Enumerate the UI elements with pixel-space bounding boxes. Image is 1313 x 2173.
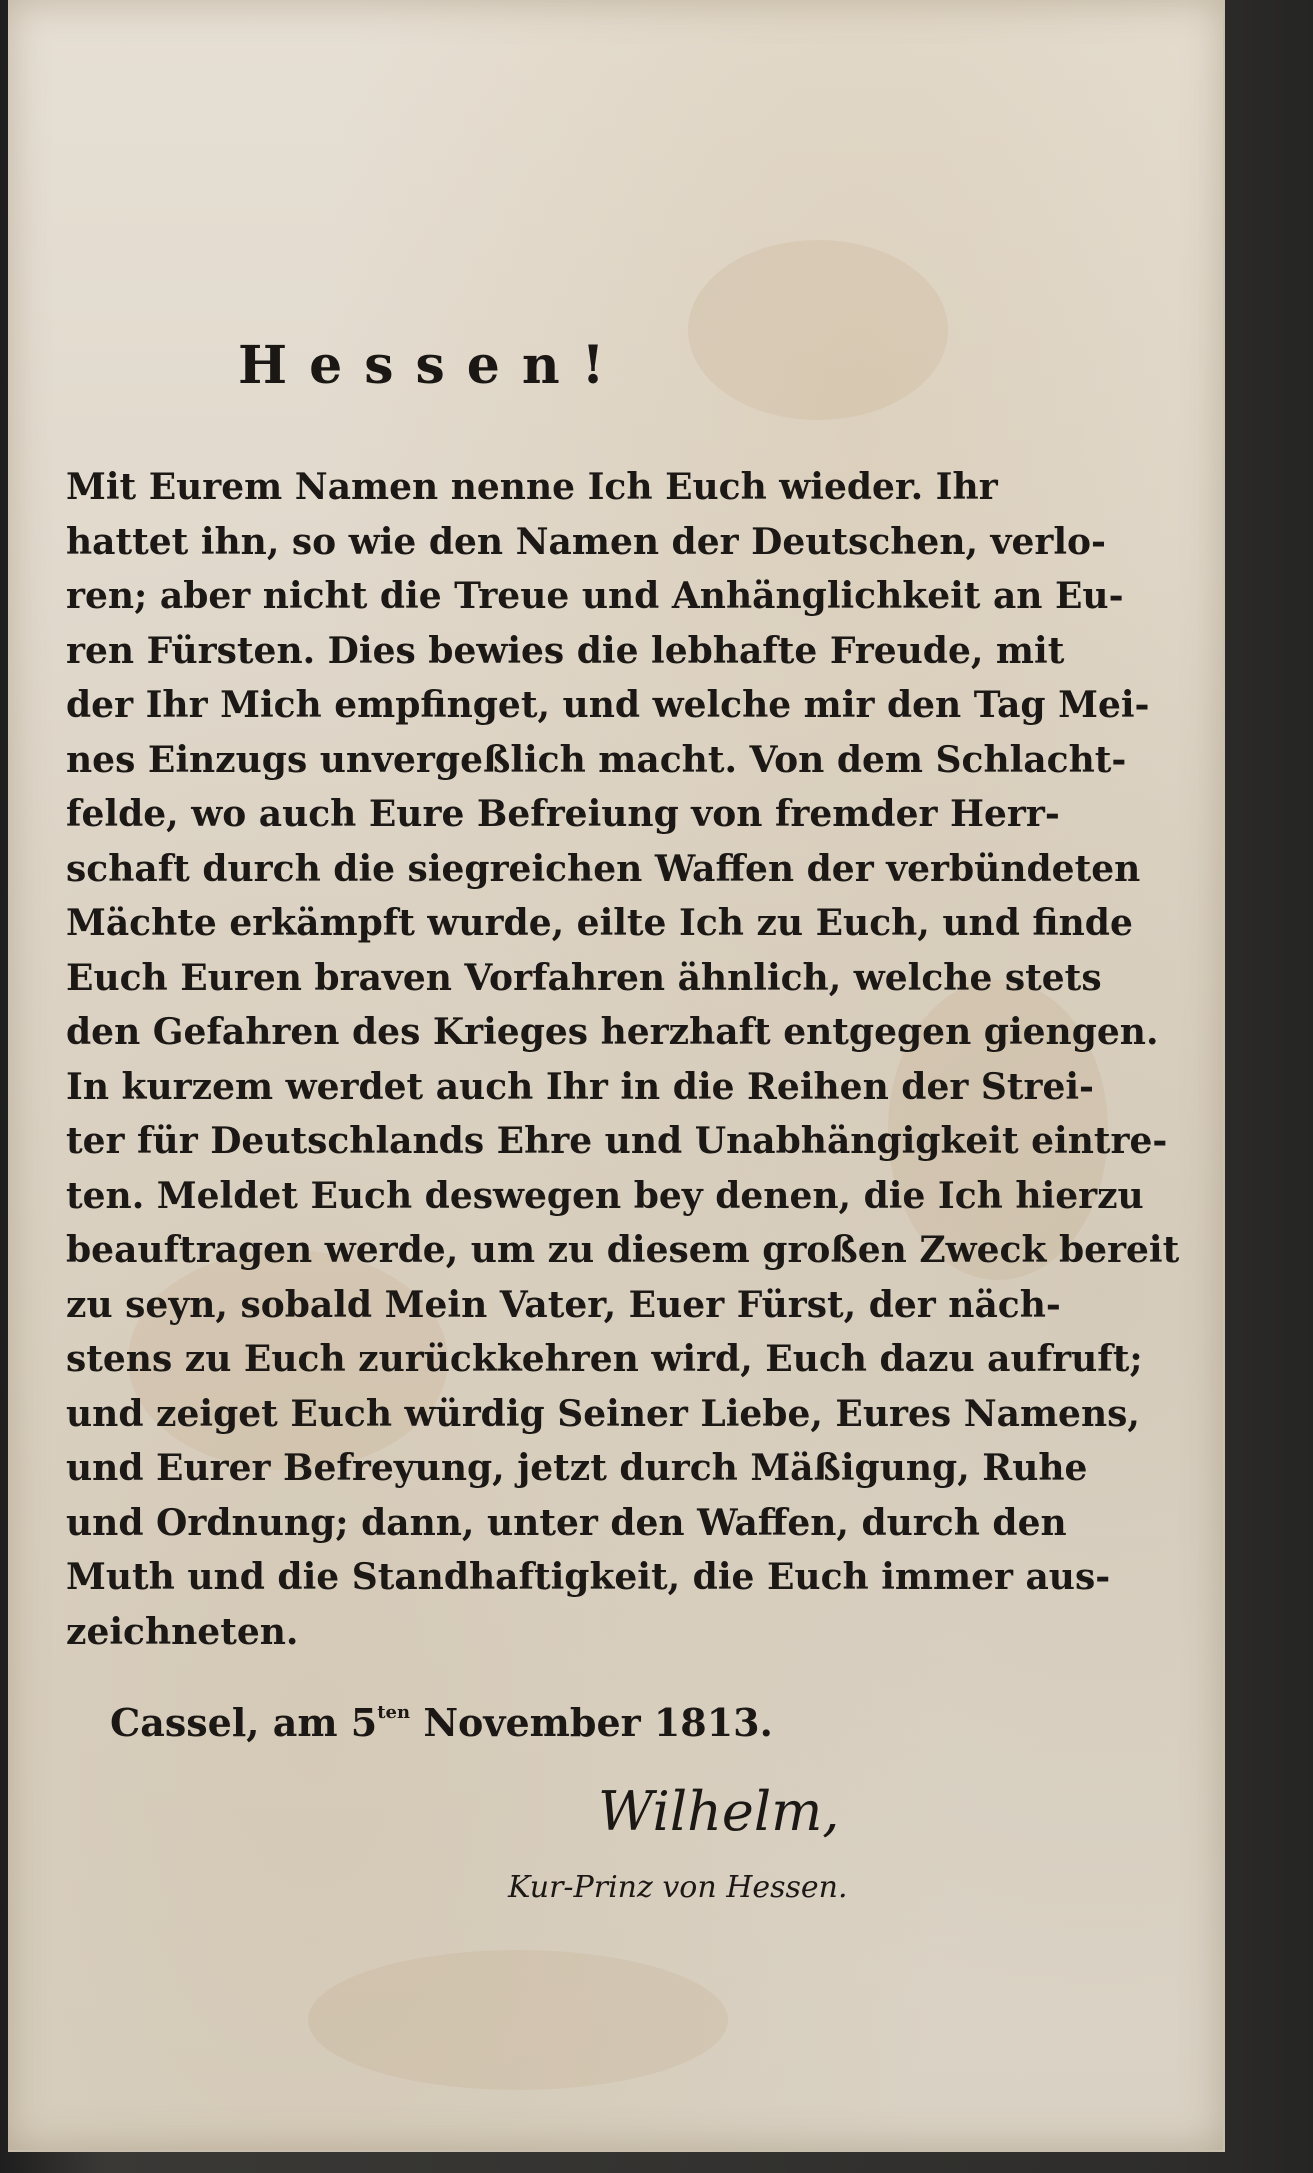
document-page (8, 0, 1225, 2152)
body-line: und Eurer Befreyung, jetzt durch Mäßigung, Ruhe (66, 1447, 1088, 1489)
body-line: den Gefahren des Krieges herzhaft entgegen giengen. (66, 1011, 1159, 1053)
signature-title: Kur-Prinz von Hessen. (508, 1870, 848, 1905)
dateline (110, 1700, 773, 1745)
body-line: hattet ihn, so wie den Namen der Deutschen, verlo- (66, 520, 1106, 563)
body-line: nes Einzugs unvergeßlich macht. Von dem Schlacht- (66, 738, 1127, 781)
body-line: ren Fürsten. Dies bewies die lebhafte Freude, mit (66, 629, 1065, 672)
body-line: Muth und die Standhaftigkeit, die Euch immer aus- (66, 1556, 1111, 1598)
dateline-place: Cassel, am 5 (110, 1700, 378, 1745)
body-line: zeichneten. (66, 1610, 299, 1653)
body-line: und Ordnung; dann, unter den Waffen, durch den (66, 1501, 1067, 1544)
body-line: beauftragen werde, um zu diesem großen Zweck bereit (66, 1229, 1180, 1271)
body-line: schaft durch die siegreichen Waffen der verbündeten (66, 847, 1141, 890)
body-line: ter für Deutschlands Ehre und Unabhängigkeit eintre- (66, 1120, 1168, 1162)
body-line: und zeiget Euch würdig Seiner Liebe, Eures Namens, (66, 1392, 1140, 1435)
signature: Wilhelm, (598, 1780, 840, 1843)
dateline-superscript: ten (377, 1702, 411, 1723)
paper-stain (308, 1950, 728, 2090)
paper-stain (688, 240, 948, 420)
body-line: zu seyn, sobald Mein Vater, Euer Fürst, der näch- (66, 1283, 1061, 1326)
body-line: Mit Eurem Namen nenne Ich Euch wieder. Ihr (66, 466, 998, 508)
body-line: ten. Meldet Euch deswegen bey denen, die Ich hierzu (66, 1174, 1144, 1217)
proclamation-body (66, 460, 1180, 1659)
proclamation-title: Hessen! (238, 335, 627, 396)
body-line: felde, wo auch Eure Befreiung von fremder Herr- (66, 793, 1060, 835)
body-line: Euch Euren braven Vorfahren ähnlich, welche stets (66, 956, 1102, 999)
body-line: Mächte erkämpft wurde, eilte Ich zu Euch, und finde (66, 902, 1133, 944)
body-line: der Ihr Mich empfinget, und welche mir den Tag Mei- (66, 684, 1150, 726)
body-line: stens zu Euch zurückkehren wird, Euch dazu aufruft; (66, 1338, 1143, 1380)
dateline-date: November 1813. (410, 1700, 773, 1745)
body-line: ren; aber nicht die Treue und Anhänglichkeit an Eu- (66, 575, 1124, 617)
body-line: In kurzem werdet auch Ihr in die Reihen der Strei- (66, 1065, 1094, 1108)
